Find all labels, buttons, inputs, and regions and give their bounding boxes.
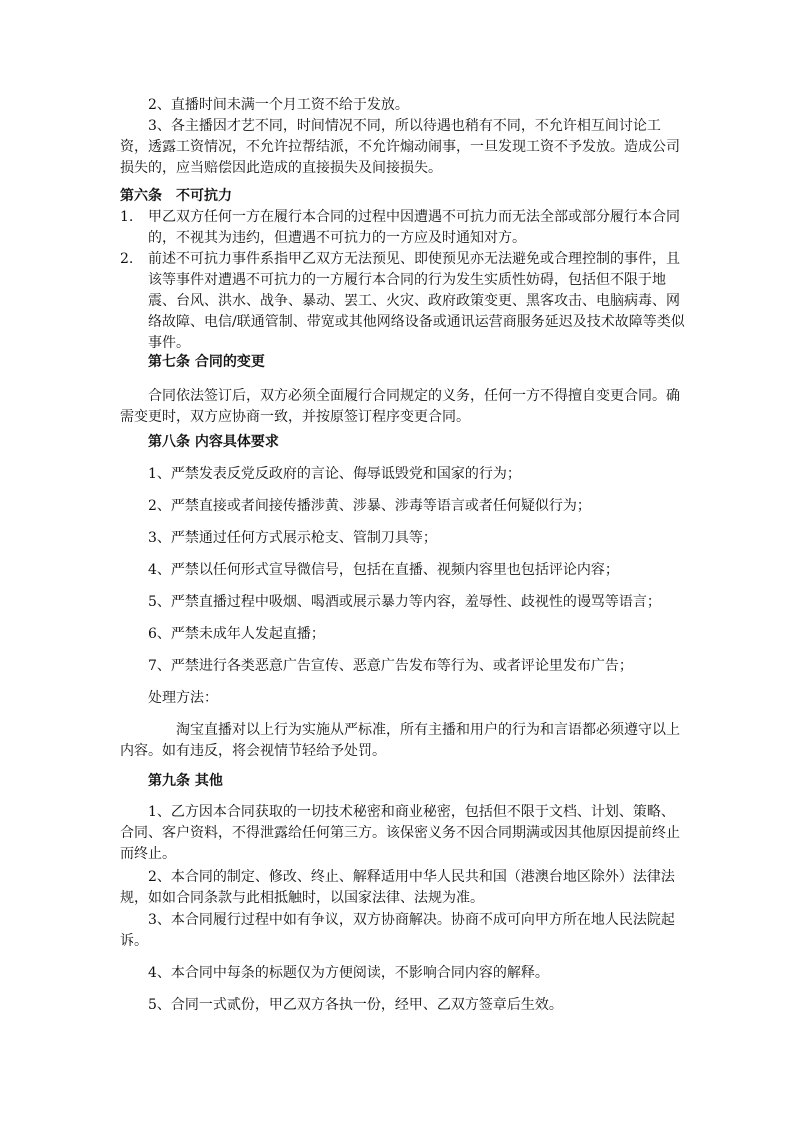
article8-item: 5、严禁直播过程中吸烟、喝酒或展示暴力等内容，羞辱性、歧视性的谩骂等语言；: [148, 594, 661, 610]
article7-body: 合同依法签订后，双方必须全面履行合同规定的义务，任何一方不得擅自变更合同。确需变更时，双方应协商一致，并按原签订程序变更合同。: [120, 388, 680, 425]
article9-item: 2、本合同的制定、修改、终止、解释适用中华人民共和国（港澳台地区除外）法律法规，如如合同条款与此相抵触时，以国家法律、法规为准。: [120, 869, 675, 906]
article6-item-text: 前述不可抗力事件系指甲乙双方无法预见、即使预见亦无法避免或合理控制的事件，且该等事件对遭遇不可抗力的一方履行本合同的行为发生实质性妨碍，包括但不限于地震、台风、洪水、战争、暴动、罢工、火灾、政府政策变更、黑客攻击、电脑病毒、网络故障、电信/联通管制、带宽或其他网络设备或通讯运营商服务延迟及技术故障等类似事件。: [148, 251, 685, 351]
article7-heading: 第七条 合同的变更: [148, 354, 265, 370]
article6-heading: 第六条 不可抗力: [120, 188, 232, 204]
article9-item: 3、本合同履行过程中如有争议，双方协商解决。协商不成可向甲方所在地人民法院起诉。: [120, 912, 675, 949]
article9-heading: 第九条 其他: [148, 773, 223, 789]
article6-item-text: 甲乙双方任何一方在履行本合同的过程中因遭遇不可抗力而无法全部或部分履行本合同的，不视其为违约，但遭遇不可抗力的一方应及时通知对方。: [148, 209, 680, 246]
article8-item: 4、严禁以任何形式宣导微信号，包括在直播、视频内容里也包括评论内容；: [148, 562, 619, 578]
article8-item: 2、严禁直接或者间接传播涉黄、涉暴、涉毒等语言或者任何疑似行为；: [148, 498, 591, 514]
article6-item-number: 1.: [120, 209, 134, 225]
article8-item: 1、严禁发表反党反政府的言论、侮辱诋毁党和国家的行为；: [148, 466, 521, 482]
article8-item: 3、严禁通过任何方式展示枪支、管制刀具等；: [148, 530, 437, 546]
handling-text: 淘宝直播对以上行为实施从严标准，所有主播和用户的行为和言语都必须遵守以上内容。如有违反，将会视情节轻给予处罚。: [120, 722, 680, 759]
handling-label: 处理方法：: [148, 690, 218, 706]
article6-item: [120, 207, 685, 249]
article6-item-number: 2.: [120, 251, 134, 267]
wage-clause-3: 3、各主播因才艺不同，时间情况不同，所以待遇也稍有不同，不允许相互间讨论工资，透露工资情况，不允许拉帮结派，不允许煽动闹事，一旦发现工资不予发放。造成公司损失的，应当赔偿因此造成的直接损失及间接损失。: [120, 118, 680, 176]
article8-heading: 第八条 内容具体要求: [148, 434, 279, 450]
article8-item: 7、严禁进行各类恶意广告宣传、恶意广告发布等行为、或者评论里发布广告；: [148, 658, 633, 674]
article9-item: 1、乙方因本合同获取的一切技术秘密和商业秘密，包括但不限于文档、计划、策略、合同、客户资料，不得泄露给任何第三方。该保密义务不因合同期满或因其他原因提前终止而终止。: [120, 804, 680, 862]
wage-clause-2: 2、直播时间未满一个月工资不给于发放。: [148, 97, 409, 113]
article9-item: 4、本合同中每条的标题仅为方便阅读，不影响合同内容的解释。: [148, 965, 549, 981]
article9-item: 5、合同一式贰份，甲乙双方各执一份，经甲、乙双方签章后生效。: [148, 997, 563, 1013]
article6-item: [120, 249, 685, 354]
article8-item: 6、严禁未成年人发起直播；: [148, 626, 325, 642]
